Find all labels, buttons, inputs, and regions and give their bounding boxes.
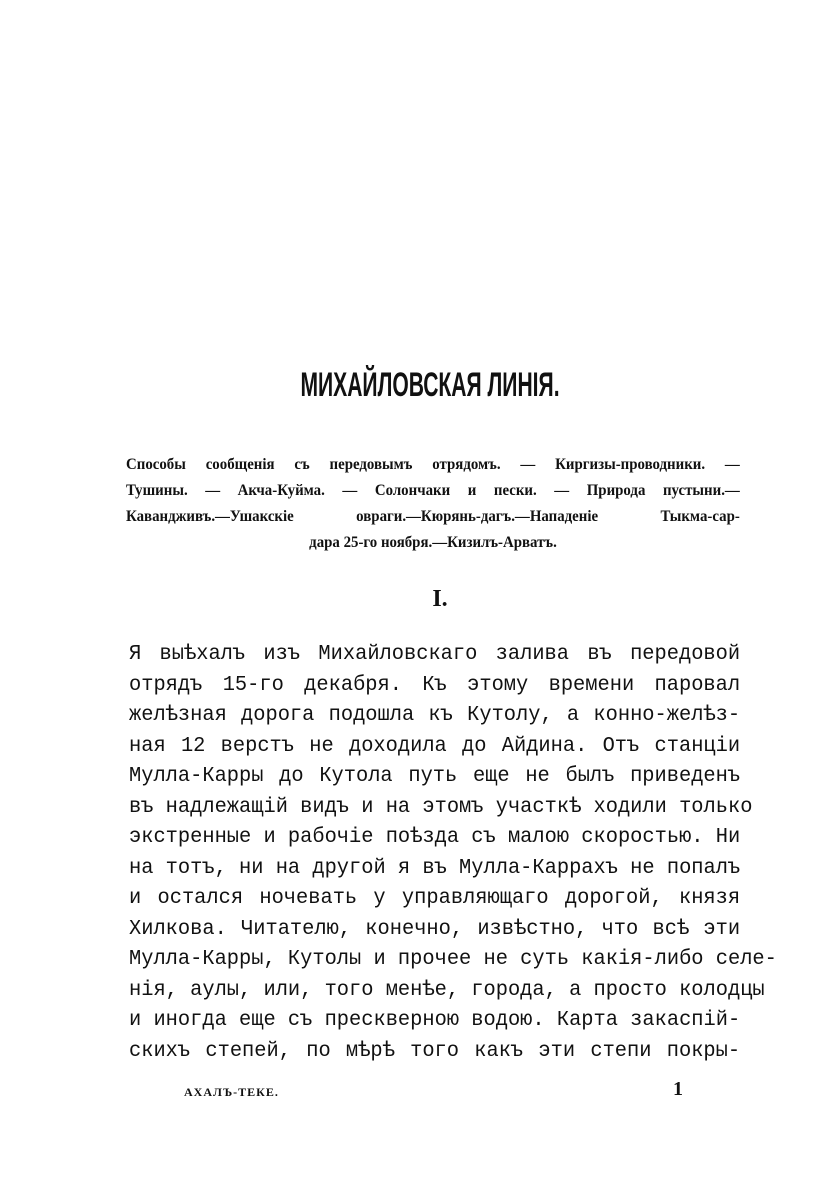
text-line: ная 12 верстъ не доходила до Айдина. Отъ станціи — [129, 734, 741, 758]
text-line: экстренные и рабочіе поѣзда съ малою скоростью. Ни — [129, 826, 741, 849]
text-line: отрядъ 15-го декабря. Къ этому времени паровал — [129, 673, 741, 697]
text-line: Мулла-Карры до Кутола путь еще не былъ приведенъ — [129, 765, 741, 788]
text-line: желѣзная дорога подошла къ Кутолу, а конно-желѣз- — [129, 704, 741, 727]
signature-mark: АХАЛЪ-ТЕКЕ. — [184, 1085, 279, 1099]
summary-line: Кавандживъ.—Ушакскіе овраги.—Кюрянь-дагъ.—Нападеніе Тыкма-сар- — [126, 508, 740, 525]
page-number: 1 — [673, 1078, 683, 1100]
text-line: скихъ степей, по мѣрѣ того какъ эти степи покры- — [129, 1039, 741, 1063]
text-line: нія, аулы, или, того менѣе, города, а просто колодцы — [129, 978, 765, 1002]
summary-line: Способы сообщенія съ передовымъ отрядомъ. — Киргизы-проводники. — — [126, 456, 740, 473]
text-line: на тотъ, ни на другой я въ Мулла-Каррахъ не попалъ — [129, 856, 741, 880]
chapter-title: МИХАЙЛОВСКАЯ ЛИНІЯ. — [300, 366, 560, 404]
text-line: и иногда еще съ прескверною водою. Карта закаспій- — [129, 1009, 741, 1032]
section-number: I. — [432, 586, 448, 612]
body-text — [129, 640, 777, 1067]
text-line: Хилкова. Читателю, конечно, извѣстно, что всѣ эти — [129, 917, 741, 941]
text-line: Я выѣхалъ изъ Михайловскаго залива въ передовой — [129, 643, 741, 666]
chapter-summary — [126, 452, 740, 556]
summary-line: дара 25-го ноября.—Кизилъ-Арватъ. — [309, 534, 557, 551]
text-line: и остался ночевать у управляющаго дорогой, князя — [129, 887, 741, 910]
summary-line: Тушины. — Акча-Куйма. — Солончаки и пески. — Природа пустыни.— — [126, 482, 740, 499]
text-line: въ надлежащій видъ и на этомъ участкѣ ходили только — [129, 795, 753, 819]
text-line: Мулла-Карры, Кутолы и прочее не суть какія-либо селе- — [129, 948, 777, 971]
